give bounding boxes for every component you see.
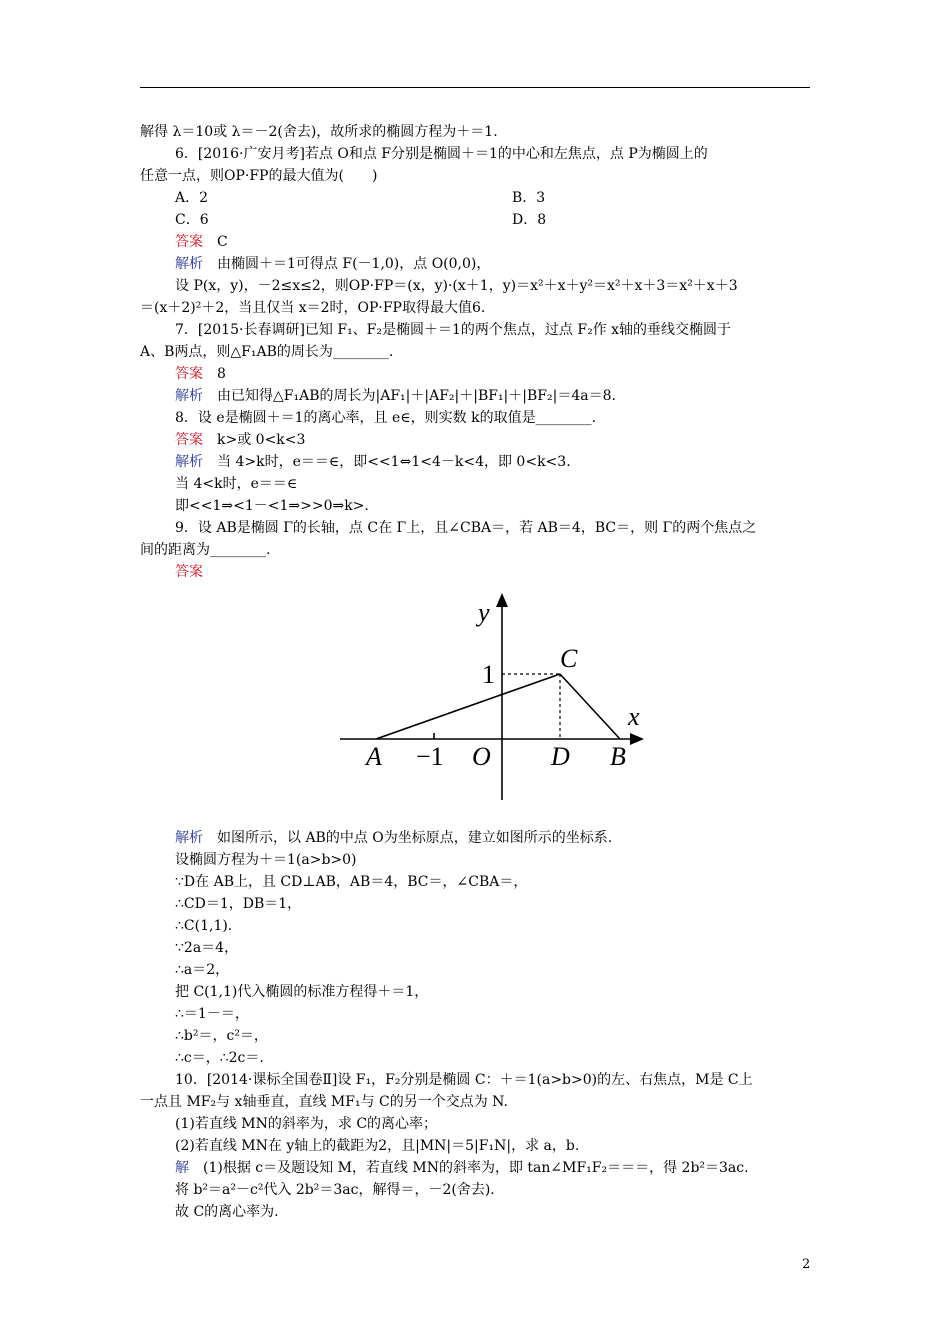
label-o: O [472, 742, 491, 771]
line-text: A．2 [175, 190, 209, 206]
answer-label: 答案 [175, 432, 203, 448]
label-a: A [366, 742, 382, 771]
label-one: 1 [482, 660, 495, 689]
text-line [175, 254, 490, 274]
line-text: 将 b²＝a²－c²代入 2b²＝3ac，解得＝，－2(舍去). [175, 1182, 495, 1198]
text-line [175, 276, 738, 296]
text-line [175, 408, 596, 428]
line-text: 任意一点，则OP·FP的最大值为( ) [140, 168, 378, 184]
line-text: ∴CD＝1，DB＝1， [175, 896, 302, 912]
line-text: 一点且 MF₂与 x轴垂直，直线 MF₁与 C的另一个交点为 N. [140, 1094, 508, 1110]
text-line [140, 1092, 508, 1112]
text-line [175, 430, 305, 450]
text-line [175, 872, 527, 892]
text-line [175, 828, 612, 848]
line-text: A、B两点，则△F₁AB的周长为________. [140, 344, 394, 360]
text-line [175, 1070, 753, 1090]
text-line [512, 210, 546, 230]
analysis-label: 解析 [175, 454, 203, 470]
line-text: ∵2a＝4， [175, 940, 239, 956]
label-minus-one: −1 [416, 742, 444, 771]
text-line [175, 232, 228, 252]
line-text: 9．设 AB是椭圆 Γ的长轴，点 C在 Γ上，且∠CBA＝，若 AB＝4，BC＝，则 Γ的两个焦点之 [175, 520, 757, 536]
line-text: ∴＝1－＝， [175, 1006, 249, 1022]
line-text: (2)若直线 MN在 y轴上的截距为2，且|MN|＝5|F₁N|，求 a，b. [175, 1138, 580, 1154]
text-line [140, 122, 498, 142]
line-text: 即<<1⇒<1－<1⇒>>0⇒k>. [175, 498, 369, 514]
text-line [512, 188, 545, 208]
x-axis-arrow [630, 733, 644, 745]
line-text: B．3 [512, 190, 546, 206]
answer-label: 答案 [175, 234, 203, 250]
answer-label: 答案 [175, 564, 203, 580]
line-text: 10．[2014·课标全国卷Ⅱ]设 F₁，F₂分别是椭圆 C：＋＝1(a>b>0)的左、右焦点，M是 C上 [175, 1072, 753, 1088]
line-text: 间的距离为________. [140, 542, 271, 558]
line-text: 当 4>k时，e＝＝∈，即<<1⇔1<4－k<4，即 0<k<3. [203, 454, 571, 470]
page-number: 2 [802, 1257, 811, 1272]
header-rule [140, 87, 810, 88]
line-text: 当 4<k时，e＝＝∈ [175, 476, 298, 492]
text-line [175, 894, 301, 914]
line-text: 8．设 e是椭圆＋＝1的离心率，且 e∈，则实数 k的取值是________. [175, 410, 597, 426]
text-line [175, 320, 731, 340]
text-line [140, 342, 393, 362]
text-line [175, 1026, 268, 1046]
line-text: 8 [203, 366, 226, 382]
text-line [175, 1048, 264, 1068]
line-text: D．8 [512, 212, 547, 228]
label-b: B [610, 742, 626, 771]
text-line [175, 144, 708, 164]
text-line [175, 210, 209, 230]
text-line [175, 960, 229, 980]
text-line [175, 474, 297, 494]
coordinate-figure [320, 585, 650, 805]
analysis-label: 解 [175, 1160, 189, 1176]
line-text: 设椭圆方程为＋＝1(a>b>0) [175, 852, 357, 868]
line-text: (1)若直线 MN的斜率为，求 C的离心率； [175, 1116, 438, 1132]
text-line [175, 850, 357, 870]
text-line [140, 298, 485, 318]
text-line [175, 938, 238, 958]
line-text: (1)根据 c＝及题设知 M，若直线 MN的斜率为，即 tan∠MF₁F₂＝＝＝，得 2b²＝3ac. [189, 1160, 749, 1176]
analysis-label: 解析 [175, 388, 203, 404]
text-line [175, 496, 369, 516]
line-text: 7．[2015·长春调研]已知 F₁、F₂是椭圆＋＝1的两个焦点，过点 F₂作 x轴的垂线交椭圆于 [175, 322, 732, 338]
line-text: 故 C的离心率为. [175, 1204, 279, 1220]
label-y: y [478, 598, 490, 627]
line-text: k>或 0<k<3 [203, 432, 306, 448]
line-text: ∴a＝2， [175, 962, 230, 978]
text-line [175, 1158, 749, 1178]
segment-ac [376, 674, 560, 739]
line-text: 解得 λ＝10或 λ＝－2(舍去)，故所求的椭圆方程为＋＝1. [140, 124, 498, 140]
line-text: 把 C(1,1)代入椭圆的标准方程得＋＝1， [175, 984, 429, 1000]
line-text: C [203, 234, 228, 250]
line-text: ＝(x＋2)²＋2，当且仅当 x＝2时，OP·FP取得最大值6. [140, 300, 486, 316]
line-text: C．6 [175, 212, 209, 228]
text-line [140, 166, 377, 186]
text-line [175, 1004, 249, 1024]
text-line [175, 1202, 279, 1222]
line-text: 设 P(x，y)，－2≤x≤2，则OP·FP＝(x，y)·(x＋1，y)＝x²＋x＋y²＝x²＋x＋3＝x²＋x＋3 [175, 278, 738, 294]
answer-label: 答案 [175, 366, 203, 382]
text-line [140, 540, 270, 560]
text-line [175, 364, 226, 384]
line-text: 由椭圆＋＝1可得点 F(－1,0)，点 O(0,0)， [203, 256, 491, 272]
analysis-label: 解析 [175, 256, 203, 272]
text-line [175, 562, 203, 582]
line-text: 如图所示，以 AB的中点 O为坐标原点，建立如图所示的坐标系. [203, 830, 613, 846]
text-line [175, 518, 756, 538]
y-axis-arrow [496, 593, 508, 607]
text-line [175, 916, 232, 936]
line-text: 6．[2016·广安月考]若点 O和点 F分别是椭圆＋＝1的中心和左焦点，点 P为椭圆上的 [175, 146, 708, 162]
text-line [175, 1180, 495, 1200]
text-line [175, 386, 616, 406]
label-x: x [628, 702, 640, 731]
label-d: D [551, 742, 570, 771]
line-text: ∴c＝，∴2c＝. [175, 1050, 264, 1066]
text-line [175, 452, 571, 472]
text-line [175, 1136, 579, 1156]
text-line [175, 982, 428, 1002]
analysis-label: 解析 [175, 830, 203, 846]
line-text: ∴C(1,1). [175, 918, 233, 934]
label-c: C [560, 644, 578, 673]
segment-cb [560, 674, 620, 739]
line-text: 由已知得△F₁AB的周长为|AF₁|＋|AF₂|＋|BF₁|＋|BF₂|＝4a＝8. [203, 388, 616, 404]
text-line [175, 1114, 437, 1134]
line-text: ∴b²＝，c²＝， [175, 1028, 268, 1044]
text-line [175, 188, 208, 208]
line-text: ∵D在 AB上，且 CD⊥AB，AB＝4，BC＝，∠CBA＝， [175, 874, 528, 890]
